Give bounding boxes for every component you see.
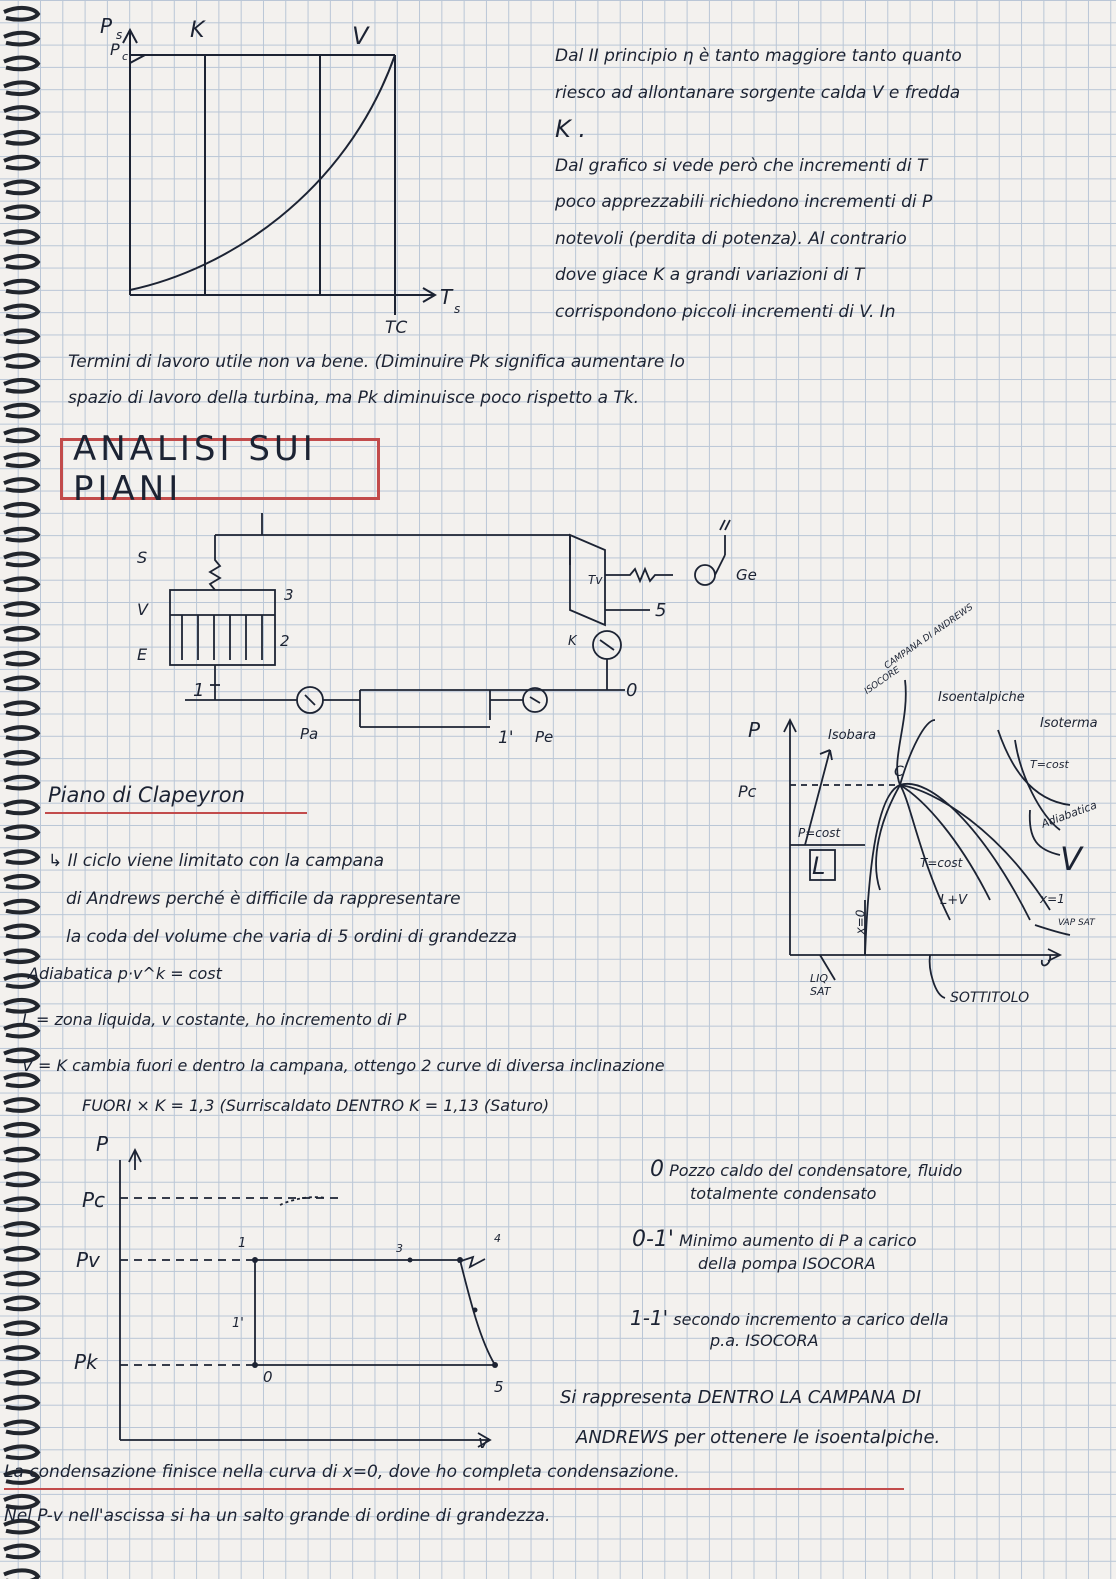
andrews-label-vapsat: VAP SAT <box>1058 918 1095 928</box>
spiral-ring <box>4 578 38 590</box>
adiabatic-line: Adiabatica p·v^k = cost <box>28 964 222 983</box>
note-0 <box>650 1156 962 1204</box>
note-text: secondo incremento a carico della <box>673 1310 949 1329</box>
andrews-label-c: C <box>894 764 904 780</box>
plant-label-3: 3 <box>284 586 294 604</box>
text-line: Si rappresenta DENTRO LA CAMPANA DI <box>560 1387 922 1408</box>
andrews-label-isocore: ISOCORE <box>862 665 902 697</box>
note-text2: della pompa ISOCORA <box>698 1253 876 1273</box>
line-l: L = zona liquida, v costante, ho incremento di P <box>22 1010 407 1029</box>
spiral-ring <box>4 355 38 367</box>
spiral-ring <box>4 702 38 714</box>
plant-label-k: K <box>568 634 577 649</box>
spiral-ring <box>4 1273 38 1285</box>
text-line: ANDREWS per ottenere le isoentalpiche. <box>576 1427 941 1448</box>
pv-label-pc: Pc <box>82 1188 106 1212</box>
spiral-ring <box>4 405 38 417</box>
spiral-ring <box>4 306 38 318</box>
spiral-ring <box>4 33 38 45</box>
bottom-line-1: La condensazione finisce nella curva di x=0, dove ho completa condensazione. <box>4 1462 680 1482</box>
graph-label-tc: TC <box>385 318 408 338</box>
andrews-label-l: L <box>812 852 826 880</box>
spiral-ring <box>4 901 38 913</box>
pv-label-pk: Pk <box>74 1350 98 1374</box>
spiral-ring <box>4 454 38 466</box>
spiral-ring <box>4 8 38 20</box>
spiral-ring <box>4 231 38 243</box>
spiral-ring <box>4 1298 38 1310</box>
spiral-ring <box>4 1322 38 1334</box>
note-key: 0-1' <box>632 1227 674 1252</box>
spiral-ring <box>4 1372 38 1384</box>
text-line: dove giace K a grandi variazioni di T <box>555 265 865 285</box>
andrews-label-liqsat: LIQ SAT <box>810 972 831 998</box>
andrews-label-isoterma: Isoterma <box>1040 716 1098 731</box>
line-fuori: FUORI × K = 1,3 (Surriscaldato DENTRO K = 1,13 (Saturo) <box>82 1096 550 1115</box>
pv-label-4: 4 <box>494 1232 501 1245</box>
spiral-ring <box>4 1248 38 1260</box>
plant-label-0: 0 <box>626 680 638 701</box>
text-line: Termini di lavoro utile non va bene. (Diminuire Pk significa aumentare lo <box>68 352 685 372</box>
spiral-ring <box>4 430 38 442</box>
bottom-line-2: Nel P-v nell'ascissa si ha un salto grande di ordine di grandezza. <box>4 1506 551 1526</box>
paragraph-lavoro <box>68 344 685 416</box>
right-paragraph <box>555 38 962 330</box>
text-line: poco apprezzabili richiedono incrementi di P <box>555 192 933 212</box>
pv-label-p: P <box>96 1132 109 1156</box>
graph-label-pc-c: c <box>122 50 129 63</box>
spiral-ring <box>4 1570 38 1579</box>
clapeyron-text <box>48 842 517 956</box>
text-line: Dal grafico si vede però che incrementi di T <box>555 155 928 176</box>
note-01 <box>632 1226 917 1274</box>
andrews-label-sottitolo: SOTTITOLO <box>950 990 1030 1006</box>
spiral-ring <box>4 1198 38 1210</box>
pv-label-v: v <box>478 1432 489 1453</box>
spiral-ring <box>4 82 38 94</box>
pv-label-1: 1 <box>238 1236 247 1251</box>
pv-label-1prime: 1' <box>232 1316 244 1331</box>
graph-label-ts: s <box>454 302 461 316</box>
text-line: ↳ Il ciclo viene limitato con la campana <box>48 851 385 871</box>
spiral-ring <box>4 58 38 70</box>
plant-schematic <box>130 505 770 745</box>
notebook-spiral <box>0 0 42 1579</box>
plant-label-tv: Tv <box>588 573 603 587</box>
andrews-label-x1: x=1 <box>1040 892 1065 906</box>
note-text: Minimo aumento di P a carico <box>679 1231 917 1250</box>
note-key: 1-1' <box>630 1306 669 1330</box>
andrews-label-adiabatica: Adiabatica <box>1039 798 1099 831</box>
plant-label-2: 2 <box>280 632 290 650</box>
spiral-ring <box>4 1397 38 1409</box>
note-key: 0 <box>650 1157 664 1182</box>
plant-label-1prime: 1' <box>498 728 514 748</box>
spiral-ring <box>4 628 38 640</box>
plant-label-pa: Pa <box>300 725 319 743</box>
text-line: riesco ad allontanare sorgente calda V e fredda <box>555 82 961 103</box>
ps-ts-graph <box>95 15 455 335</box>
note-text2: p.a. ISOCORA <box>710 1331 819 1350</box>
text-line: notevoli (perdita di potenza). Al contrario <box>555 228 907 249</box>
note-text: Pozzo caldo del condensatore, fluido <box>669 1161 963 1180</box>
spiral-ring <box>4 132 38 144</box>
andrews-label-v: V <box>1060 840 1082 878</box>
clapeyron-underline <box>45 812 307 814</box>
text-line: di Andrews perché è difficile da rappresentare <box>66 889 461 909</box>
graph-label-pc-p: P <box>110 40 120 59</box>
spiral-ring <box>4 1223 38 1235</box>
spiral-ring <box>4 727 38 739</box>
spiral-ring <box>4 777 38 789</box>
line-v: V = K cambia fuori e dentro la campana, ottengo 2 curve di diversa inclinazione <box>22 1056 665 1075</box>
spiral-ring <box>4 380 38 392</box>
spiral-ring <box>4 950 38 962</box>
pv-label-pv: Pv <box>76 1248 100 1272</box>
spiral-ring <box>4 851 38 863</box>
graph-label-s: s <box>116 28 123 42</box>
spiral-ring <box>4 281 38 293</box>
andrews-label-pc: Pc <box>738 782 757 801</box>
spiral-ring <box>4 1347 38 1359</box>
spiral-ring <box>4 603 38 615</box>
spiral-ring <box>4 1546 38 1558</box>
spiral-ring <box>4 876 38 888</box>
text-line: K . <box>555 115 586 143</box>
spiral-ring <box>4 554 38 566</box>
plant-label-pe: Pe <box>535 728 554 746</box>
graph-label-k: K <box>190 18 205 43</box>
spiral-ring <box>4 926 38 938</box>
andrews-label-isobara: Isobara <box>828 728 877 743</box>
bottom-underline <box>4 1488 904 1490</box>
spiral-ring <box>4 653 38 665</box>
text-line: spazio di lavoro della turbina, ma Pk diminuisce poco rispetto a Tk. <box>68 388 640 408</box>
andrews-label-p: P <box>748 718 761 742</box>
pv-label-5: 5 <box>494 1378 504 1396</box>
section-title: ANALISI SUI PIANI <box>73 429 317 509</box>
spiral-ring <box>4 1149 38 1161</box>
note-text2: totalmente condensato <box>690 1183 877 1203</box>
spiral-ring <box>4 1446 38 1458</box>
plant-label-ge: Ge <box>736 566 757 584</box>
graph-label-v: V <box>352 22 369 50</box>
section-title-box <box>60 429 380 509</box>
note-11 <box>630 1306 949 1351</box>
si-rappresenta <box>560 1378 940 1458</box>
spiral-ring <box>4 1124 38 1136</box>
spiral-ring <box>4 206 38 218</box>
spiral-ring <box>4 1099 38 1111</box>
spiral-ring <box>4 529 38 541</box>
plant-label-e: E <box>137 645 148 664</box>
graph-label-t: T <box>440 285 453 309</box>
text-line: la coda del volume che varia di 5 ordini di grandezza <box>66 927 518 947</box>
text-line: corrispondono piccoli incrementi di V. In <box>555 301 896 322</box>
andrews-label-x0: x=0 <box>853 909 868 935</box>
spiral-ring <box>4 826 38 838</box>
spiral-ring <box>4 504 38 516</box>
spiral-ring <box>4 1074 38 1086</box>
graph-label-p: P <box>100 14 113 38</box>
text-line: Dal II principio η è tanto maggiore tanto quanto <box>555 46 962 66</box>
pv-diagram <box>80 1140 520 1470</box>
plant-label-1: 1 <box>193 680 205 701</box>
spiral-ring <box>4 1422 38 1434</box>
spiral-ring <box>4 1174 38 1186</box>
spiral-ring <box>4 157 38 169</box>
spiral-ring <box>4 752 38 764</box>
plant-label-s: S <box>137 548 148 567</box>
andrews-label-isoentalpiche: Isoentalpiche <box>938 690 1025 705</box>
andrews-label-pcost: P=cost <box>798 826 841 840</box>
pv-label-0: 0 <box>263 1368 273 1386</box>
spiral-ring <box>4 330 38 342</box>
pv-label-3: 3 <box>396 1242 403 1255</box>
andrews-diagram <box>760 600 1105 1010</box>
spiral-ring <box>4 256 38 268</box>
spiral-ring <box>4 107 38 119</box>
plant-label-v: V <box>137 600 148 619</box>
spiral-ring <box>4 182 38 194</box>
andrews-label-lv: L+V <box>940 893 968 908</box>
clapeyron-title: Piano di Clapeyron <box>48 783 245 807</box>
andrews-label-tcost-in: T=cost <box>920 856 963 870</box>
plant-label-5: 5 <box>655 600 667 621</box>
andrews-label-campana: CAMPANA DI ANDREWS <box>882 602 976 672</box>
spiral-ring <box>4 802 38 814</box>
andrews-label-tcost-out: T=cost <box>1030 758 1069 771</box>
spiral-ring <box>4 479 38 491</box>
spiral-ring <box>4 678 38 690</box>
